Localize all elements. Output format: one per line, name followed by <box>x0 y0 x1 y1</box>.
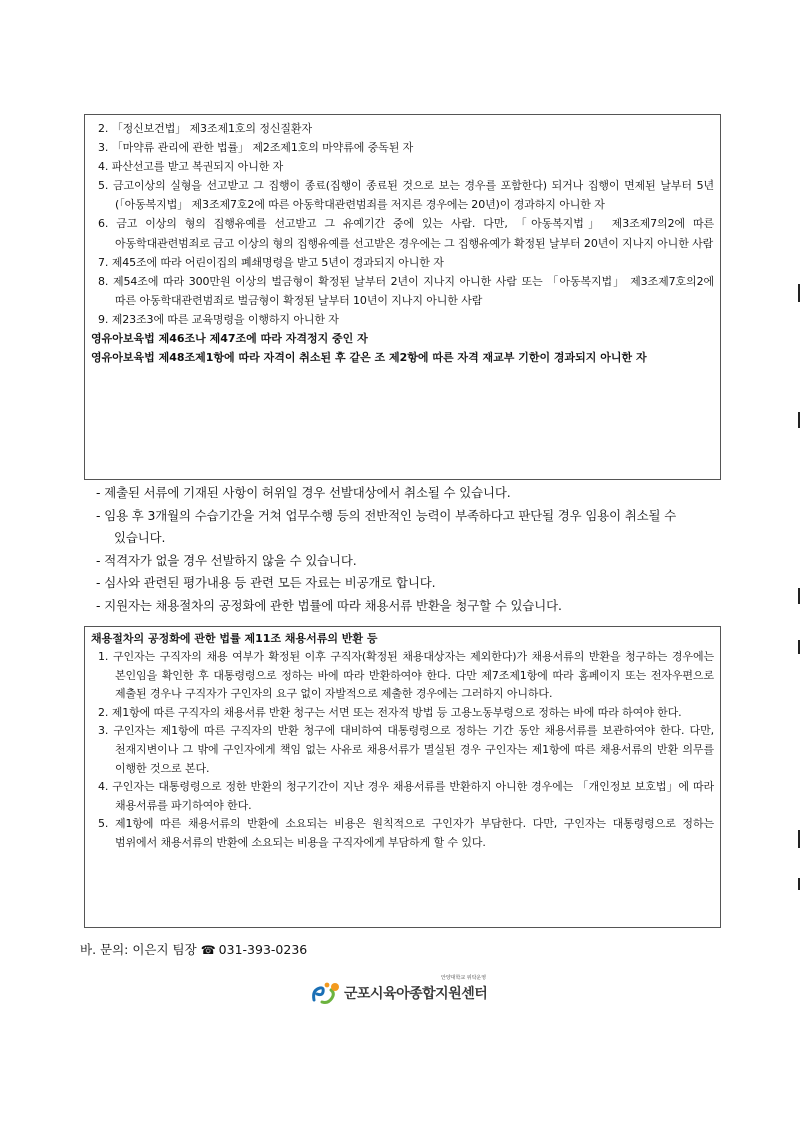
phone-icon: ☎ <box>200 943 216 957</box>
list-item: 2. 제1항에 따른 구직자의 채용서류 반환 청구는 서면 또는 전자적 방법 등 고용노동부령으로 정하는 바에 따라 하여야 한다. <box>98 705 682 719</box>
list-item: 3. 「마약류 관리에 관한 법률」 제2조제1호의 마약류에 중독된 자 <box>98 141 414 155</box>
list-item: 6. 금고 이상의 형의 집행유예를 선고받고 그 유예기간 중에 있는 사람. 다만, 「아동복지법」 제3조제7의2에 따른 아동학대관련범죄로 금고 이상의 형의 집행유예를 선고받은 경우에는 그 집행유예가 확정된 날부터 20년이 지나지 아니한 사람 <box>98 217 714 250</box>
center-logo <box>310 974 510 1014</box>
logo-subtitle: 안양대학교 위탁운영 <box>441 975 487 981</box>
law-box <box>84 626 721 928</box>
list-item: 4. 구인자는 대통령령으로 정한 반환의 청구기간이 지난 경우 채용서류를 반환하지 아니한 경우에는 「개인정보 보호법」에 따라 채용서류를 파기하여야 한다. <box>98 780 714 812</box>
bold-disqualification: 영유아보육법 제46조나 제47조에 따라 자격정지 중인 자 <box>91 332 368 346</box>
list-item: 4. 파산선고를 받고 복권되지 아니한 자 <box>98 160 284 174</box>
list-item: 7. 제45조에 따라 어린이집의 폐쇄명령을 받고 5년이 경과되지 아니한 자 <box>98 255 444 269</box>
notice-item: - 심사와 관련된 평가내용 등 관련 모든 자료는 비공개로 합니다. <box>96 575 436 590</box>
list-item: 8. 제54조에 따라 300만원 이상의 벌금형이 확정된 날부터 2년이 지나지 아니한 사람 또는 「아동복지법」 제3조제7호의2에 따른 아동학대관련범죄로 벌금형이 확정된 날부터 10년이 지나지 아니한 사람 <box>98 274 714 307</box>
notice-item: - 제출된 서류에 기재된 사항이 허위일 경우 선발대상에서 취소될 수 있습니다. <box>96 485 511 500</box>
law-title: 채용절차의 공정화에 관한 법률 제11조 채용서류의 반환 등 <box>91 632 378 645</box>
contact-line <box>80 940 307 960</box>
notice-item: - 임용 후 3개월의 수습기간을 거쳐 업무수행 등의 전반적인 능력이 부족하다고 판단될 경우 임용이 취소될 수 있습니다. <box>96 507 677 545</box>
list-item: 5. 금고이상의 실형을 선고받고 그 집행이 종료(집행이 종료된 것으로 보는 경우를 포함한다) 되거나 집행이 면제된 날부터 5년(「아동복지법」 제3조제7호2에 따른 아동학대관련범죄를 저지른 경우에는 20년)이 경과하지 아니한 자 <box>98 179 714 212</box>
logo-name: 군포시육아종합지원센터 <box>344 986 488 1002</box>
bold-disqualification: 영유아보육법 제48조제1항에 따라 자격이 취소된 후 같은 조 제2항에 따른 자격 재교부 기한이 경과되지 아니한 자 <box>91 351 647 365</box>
list-item: 3. 구인자는 제1항에 따른 구직자의 반환 청구에 대비하여 대통령령으로 정하는 기간 동안 채용서류를 보관하여야 한다. 다만, 천재지변이나 그 밖에 구인자에게 책임 없는 사유로 채용서류가 멸실된 경우 구인자는 제1항에 따른 채용서류의 반환 의무를 이행한 것으로 본다. <box>98 724 714 775</box>
notice-item: - 지원자는 채용절차의 공정화에 관한 법률에 따라 채용서류 반환을 청구할 수 있습니다. <box>96 597 562 613</box>
list-item: 9. 제23조3에 따른 교육명령을 이행하지 아니한 자 <box>98 312 339 326</box>
list-item: 2. 「정신보건법」 제3조제1호의 정신질환자 <box>98 122 312 135</box>
list-item: 5. 제1항에 따른 채용서류의 반환에 소요되는 비용은 원칙적으로 구인자가 부담한다. 다만, 구인자는 대통령령으로 정하는 범위에서 채용서류의 반환에 소요되는 비용을 구직자에게 부담하게 할 수 있다. <box>98 817 714 849</box>
list-item: 1. 구인자는 구직자의 채용 여부가 확정된 이후 구직자(확정된 채용대상자는 제외한다)가 채용서류의 반환을 청구하는 경우에는 본인임을 확인한 후 대통령령으로 정하는 바에 따라 반환하여야 한다. 다만 제7조제1항에 따라 홈페이지 또는 전자우편으로 제출된 경우나 구직자가 구인자의 요구 없이 자발적으로 제출한 경우에는 그러하지 아니하다. <box>98 650 714 701</box>
contact-phone: 031-393-0236 <box>218 942 308 957</box>
notice-list <box>90 482 720 617</box>
contact-label: 바. 문의: 이은지 팀장 <box>80 942 197 957</box>
logo-mark-icon <box>310 980 342 1008</box>
disqualification-box <box>84 114 721 480</box>
notice-item: - 적격자가 없을 경우 선발하지 않을 수 있습니다. <box>96 552 357 568</box>
